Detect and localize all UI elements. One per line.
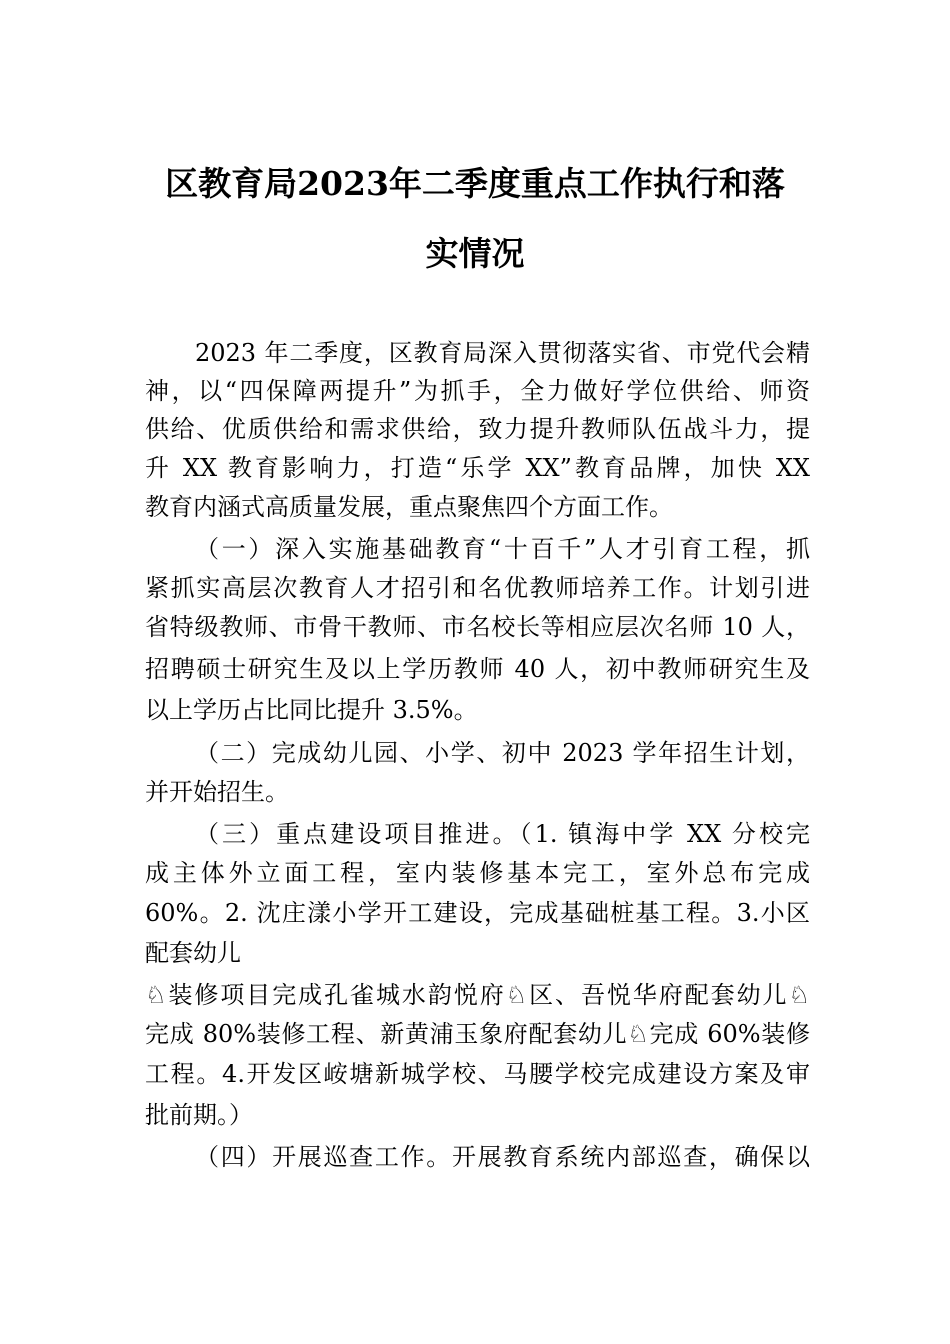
body-line: （一）深入实施基础教育“十百千”人才引育工程，抓 bbox=[195, 535, 810, 563]
body-line: （二）完成幼儿园、小学、初中 2023 学年招生计划， bbox=[195, 739, 810, 767]
body-line: 升 XX 教育影响力，打造“乐学 XX”教育品牌，加快 XX bbox=[145, 454, 810, 482]
body-line: 教育内涵式高质量发展，重点聚焦四个方面工作。 bbox=[145, 493, 673, 521]
body-line: ♘装修项目完成孔雀城水韵悦府♘区、吾悦华府配套幼儿♘ bbox=[145, 981, 810, 1009]
body-line: 2023 年二季度，区教育局深入贯彻落实省、市党代会精 bbox=[195, 339, 810, 367]
body-line: （三）重点建设项目推进。（1. 镇海中学 XX 分校完 bbox=[195, 820, 810, 848]
body-line: 省特级教师、市骨干教师、市名校长等相应层次名师 10 人， bbox=[145, 613, 810, 641]
body-line: 批前期。） bbox=[145, 1101, 253, 1129]
body-line: 完成 80%装修工程、新黄浦玉象府配套幼儿♘完成 60%装修 bbox=[145, 1020, 810, 1048]
body-line: 招聘硕士研究生及以上学历教师 40 人，初中教师研究生及 bbox=[145, 655, 810, 683]
body-line: 以上学历占比同比提升 3.5%。 bbox=[145, 696, 478, 724]
body-line: 并开始招生。 bbox=[145, 778, 289, 806]
body-line: 工程。4.开发区峖塘新城学校、马腰学校完成建设方案及审 bbox=[145, 1060, 810, 1088]
document-title-line-2: 实情况 bbox=[425, 234, 525, 273]
body-line: 供给、优质供给和需求供给，致力提升教师队伍战斗力，提 bbox=[145, 415, 810, 443]
document-title-line-1: 区教育局2023年二季度重点工作执行和落 bbox=[165, 164, 785, 203]
body-line: 60%。2. 沈庄漾小学开工建设，完成基础桩基工程。3.小区 bbox=[145, 899, 810, 927]
body-line: 配套幼儿 bbox=[145, 939, 241, 967]
body-line: 成主体外立面工程，室内装修基本完工，室外总布完成 bbox=[145, 859, 810, 887]
body-line: 神，以“四保障两提升”为抓手，全力做好学位供给、师资 bbox=[145, 377, 810, 405]
body-line: 紧抓实高层次教育人才招引和名优教师培养工作。计划引进 bbox=[145, 574, 810, 602]
body-line: （四）开展巡查工作。开展教育系统内部巡查，确保以 bbox=[195, 1143, 810, 1171]
